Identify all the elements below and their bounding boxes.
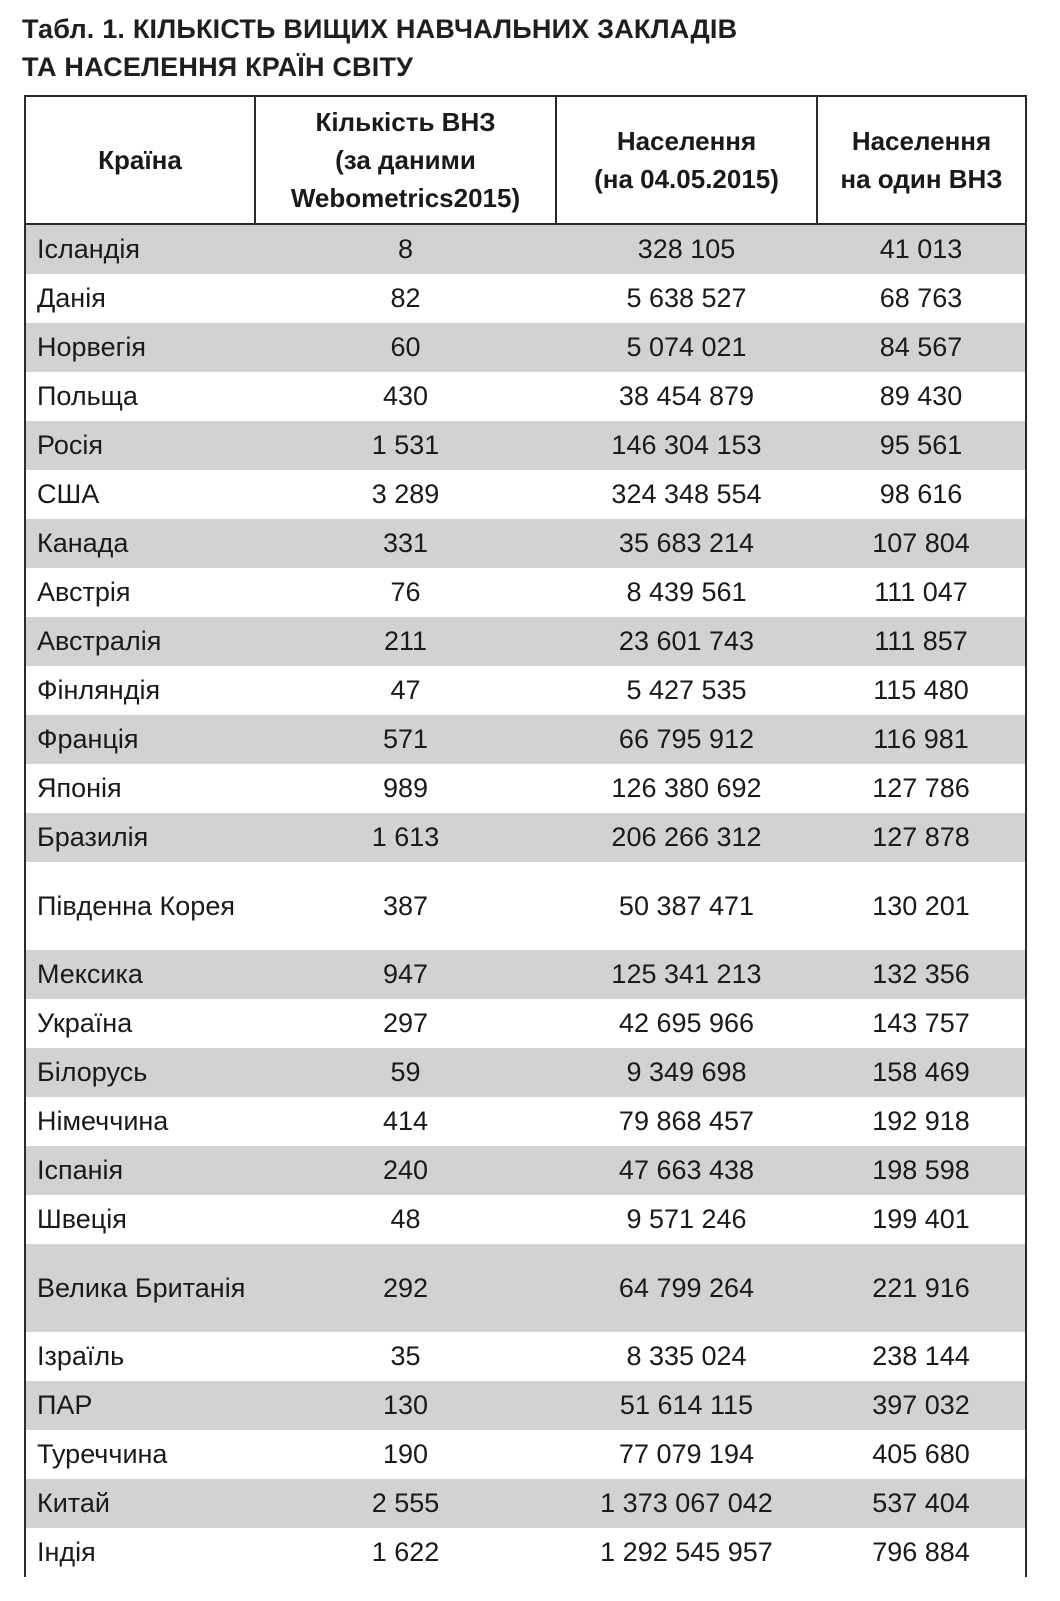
header-country-label: Країна [98,145,182,175]
header-universities-line-3: Webometrics2015) [290,183,521,213]
cell-per-university: 111 857 [817,617,1026,666]
cell-country: Туреччина [25,1430,255,1479]
cell-universities: 211 [255,617,556,666]
table-row [25,372,1026,421]
cell-country: Індія [25,1528,255,1577]
cell-population: 126 380 692 [556,764,817,813]
universities-table [24,95,1027,1577]
table-row [25,1381,1026,1430]
cell-per-university: 111 047 [817,568,1026,617]
cell-country: Південна Корея [25,862,255,950]
cell-per-university: 238 144 [817,1332,1026,1381]
cell-country: США [25,470,255,519]
cell-per-university: 130 201 [817,862,1026,950]
header-universities [255,96,556,224]
cell-country: Росія [25,421,255,470]
cell-universities: 130 [255,1381,556,1430]
cell-country: Австралія [25,617,255,666]
cell-population: 9 571 246 [556,1195,817,1244]
cell-per-university: 405 680 [817,1430,1026,1479]
cell-universities: 48 [255,1195,556,1244]
table-row [25,715,1026,764]
cell-country: Франція [25,715,255,764]
cell-per-university: 192 918 [817,1097,1026,1146]
cell-universities: 571 [255,715,556,764]
cell-country: Ісландія [25,224,255,274]
cell-population: 5 074 021 [556,323,817,372]
cell-per-university: 41 013 [817,224,1026,274]
cell-per-university: 198 598 [817,1146,1026,1195]
header-per-university-line-2: на один ВНЗ [840,164,1003,194]
cell-country: Японія [25,764,255,813]
cell-universities: 190 [255,1430,556,1479]
table-row [25,1244,1026,1332]
cell-country: Польща [25,372,255,421]
table-row [25,323,1026,372]
cell-per-university: 397 032 [817,1381,1026,1430]
table-row [25,1097,1026,1146]
cell-population: 38 454 879 [556,372,817,421]
table-row [25,1146,1026,1195]
cell-population: 35 683 214 [556,519,817,568]
cell-universities: 1 613 [255,813,556,862]
cell-country: Ізраїль [25,1332,255,1381]
header-population [556,96,817,224]
cell-universities: 82 [255,274,556,323]
cell-population: 66 795 912 [556,715,817,764]
table-row [25,568,1026,617]
table-row [25,999,1026,1048]
cell-population: 77 079 194 [556,1430,817,1479]
table-row [25,421,1026,470]
table-row [25,1195,1026,1244]
table-row [25,950,1026,999]
cell-population: 8 335 024 [556,1332,817,1381]
cell-per-university: 115 480 [817,666,1026,715]
cell-country: Фінляндія [25,666,255,715]
cell-country: Іспанія [25,1146,255,1195]
cell-population: 206 266 312 [556,813,817,862]
cell-universities: 240 [255,1146,556,1195]
cell-population: 23 601 743 [556,617,817,666]
cell-universities: 292 [255,1244,556,1332]
cell-population: 9 349 698 [556,1048,817,1097]
cell-universities: 47 [255,666,556,715]
cell-universities: 1 531 [255,421,556,470]
table-row [25,1048,1026,1097]
cell-population: 42 695 966 [556,999,817,1048]
cell-universities: 59 [255,1048,556,1097]
cell-per-university: 796 884 [817,1528,1026,1577]
cell-universities: 3 289 [255,470,556,519]
cell-universities: 35 [255,1332,556,1381]
cell-country: ПАР [25,1381,255,1430]
table-row [25,470,1026,519]
cell-universities: 430 [255,372,556,421]
caption-line-2: ТА НАСЕЛЕННЯ КРАЇН СВІТУ [22,52,414,82]
header-universities-line-2: (за даними [335,145,476,175]
header-per-university [817,96,1026,224]
cell-country: Канада [25,519,255,568]
cell-universities: 2 555 [255,1479,556,1528]
cell-per-university: 132 356 [817,950,1026,999]
cell-population: 5 638 527 [556,274,817,323]
cell-population: 50 387 471 [556,862,817,950]
table-row [25,666,1026,715]
cell-universities: 947 [255,950,556,999]
cell-country: Велика Британія [25,1244,255,1332]
cell-universities: 76 [255,568,556,617]
cell-population: 64 799 264 [556,1244,817,1332]
cell-per-university: 158 469 [817,1048,1026,1097]
cell-population: 125 341 213 [556,950,817,999]
cell-country: Бразилія [25,813,255,862]
table-row [25,274,1026,323]
table-row [25,1332,1026,1381]
cell-population: 1 373 067 042 [556,1479,817,1528]
cell-population: 1 292 545 957 [556,1528,817,1577]
caption-line-1: Табл. 1. КІЛЬКІСТЬ ВИЩИХ НАВЧАЛЬНИХ ЗАКЛАДІВ [22,14,738,44]
table-row [25,1430,1026,1479]
header-country [25,96,255,224]
cell-per-university: 84 567 [817,323,1026,372]
header-universities-line-1: Кількість ВНЗ [315,107,496,137]
table-row [25,764,1026,813]
table-caption [22,10,1032,86]
cell-country: Норвегія [25,323,255,372]
cell-country: Швеція [25,1195,255,1244]
cell-universities: 331 [255,519,556,568]
table-row [25,224,1026,274]
cell-country: Австрія [25,568,255,617]
cell-per-university: 143 757 [817,999,1026,1048]
cell-per-university: 116 981 [817,715,1026,764]
cell-population: 328 105 [556,224,817,274]
header-row [25,96,1026,224]
table-body [25,224,1026,1577]
cell-per-university: 127 878 [817,813,1026,862]
cell-country: Данія [25,274,255,323]
cell-per-university: 95 561 [817,421,1026,470]
cell-country: Німеччина [25,1097,255,1146]
cell-per-university: 127 786 [817,764,1026,813]
cell-per-university: 221 916 [817,1244,1026,1332]
table-row [25,617,1026,666]
cell-per-university: 199 401 [817,1195,1026,1244]
cell-population: 8 439 561 [556,568,817,617]
cell-population: 79 868 457 [556,1097,817,1146]
table-row [25,1479,1026,1528]
cell-universities: 8 [255,224,556,274]
cell-per-university: 107 804 [817,519,1026,568]
header-per-university-line-1: Населення [851,126,992,156]
cell-per-university: 89 430 [817,372,1026,421]
cell-population: 51 614 115 [556,1381,817,1430]
header-population-line-1: Населення [616,126,757,156]
cell-universities: 414 [255,1097,556,1146]
cell-universities: 989 [255,764,556,813]
header-population-line-2: (на 04.05.2015) [594,164,779,194]
cell-per-university: 537 404 [817,1479,1026,1528]
table-row [25,519,1026,568]
cell-universities: 60 [255,323,556,372]
cell-population: 47 663 438 [556,1146,817,1195]
cell-per-university: 98 616 [817,470,1026,519]
cell-universities: 1 622 [255,1528,556,1577]
cell-universities: 297 [255,999,556,1048]
cell-country: Китай [25,1479,255,1528]
cell-population: 5 427 535 [556,666,817,715]
table-row [25,862,1026,950]
cell-universities: 387 [255,862,556,950]
cell-country: Мексика [25,950,255,999]
cell-per-university: 68 763 [817,274,1026,323]
table-row [25,813,1026,862]
cell-population: 324 348 554 [556,470,817,519]
table-row [25,1528,1026,1577]
cell-country: Україна [25,999,255,1048]
cell-country: Білорусь [25,1048,255,1097]
cell-population: 146 304 153 [556,421,817,470]
